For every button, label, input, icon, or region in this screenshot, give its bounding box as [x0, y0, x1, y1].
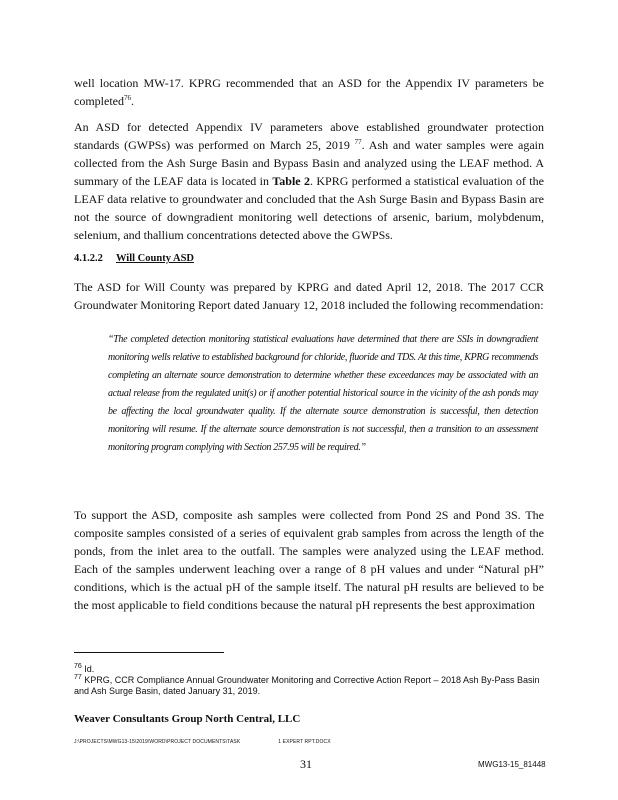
- paragraph-mw17-recommendation: [74, 74, 544, 110]
- file-path: [74, 739, 369, 745]
- footnote-mark: 76: [74, 663, 82, 670]
- table-reference: Table 2: [272, 174, 310, 188]
- page-number: 31: [300, 757, 312, 771]
- paragraph-will-county-asd: [74, 278, 544, 314]
- paragraph-text: well location MW-17. KPRG recommended that an ASD for the Appendix IV parameters be completed: [74, 76, 544, 108]
- footnote-ref-77: 77: [354, 138, 362, 146]
- block-quote: [108, 331, 538, 457]
- document-id: MWG13-15_81448: [478, 760, 546, 769]
- paragraph-text: To support the ASD, composite ash samples were collected from Pond 2S and Pond 3S. The composite samples consisted of a series of equivalent grab samples from across the length of the ponds, from the inlet area to the outfall. The samples were analyzed using the LEAF method. Each of the samples underwent leaching over a range of 8 pH values and under “Natural pH” conditions, which is the actual pH of the sample itself. The natural pH results are believed to be the most applicable to field conditions because the natural pH represents the best approximation: [74, 508, 544, 612]
- paragraph-text-end: .: [130, 94, 134, 108]
- footnote-text: Id.: [81, 664, 95, 674]
- section-title: Will County ASD: [116, 253, 194, 264]
- section-number: 4.1.2.2: [74, 253, 103, 264]
- file-path-left: J:\PROJECTS\MWG13-15\2019\WORD\PROJECT DOCUMENTS\TASK: [74, 739, 241, 745]
- section-heading: [74, 253, 194, 264]
- paragraph-text: The ASD for Will County was prepared by KPRG and dated April 12, 2018. The 2017 CCR Groundwater Monitoring Report dated January 12, 2018 included the following recommendation:: [74, 280, 544, 312]
- footnotes: [74, 664, 548, 697]
- paragraph-text-end: . KPRG performed a statistical evaluation of the LEAF data relative to groundwater and concluded that the Ash Surge Basin and Bypass Basin are not the source of downgradient monitoring well detections of arsenic, barium, molybdenum, selenium, and thallium concentrations detected above the GWPSs.: [74, 174, 544, 242]
- paragraph-text-mid: . Ash and water samples were again collected from the Ash Surge Basin and Bypass Basin and analyzed using the LEAF method. A summary of the LEAF data is located in: [74, 138, 545, 188]
- file-path-right: 1 EXPERT RPT.DOCX: [278, 739, 331, 745]
- paragraph-composite-samples: [74, 506, 544, 614]
- quote-text: “The completed detection monitoring statistical evaluations have determined that there are SSIs in downgradient monitoring wells relative to established background for chloride, fluoride and TDS. At this time, KPRG recommends completing an alternate source demonstration to determine whether these exceedances may be associated with an actual release from the regulated unit(s) or if another potential historical source in the vicinity of the ash ponds may be affecting the local groundwater quality. If the alternate source demonstration is successful, then detection monitoring will resume. If the alternate source demonstration is not successful, then a transition to an assessment monitoring program complying with Section 257.95 will be required.”: [108, 334, 538, 453]
- footnote-77: [74, 675, 548, 697]
- footnote-76: [74, 664, 548, 675]
- paragraph-asd-appendix-iv: [74, 118, 544, 244]
- paragraph-text: An ASD for detected Appendix IV parameters above established groundwater protection standards (GWPSs) was performed on March 25, 2019: [74, 120, 544, 152]
- footnote-ref-76: 76: [123, 94, 131, 102]
- footnote-divider: [74, 652, 224, 653]
- footnote-mark: 77: [74, 674, 82, 681]
- footnote-text: KPRG, CCR Compliance Annual Groundwater Monitoring and Corrective Action Report – 2018 Ash By-Pass Basin and Ash Surge Basin, dated January 31, 2019.: [74, 675, 540, 696]
- company-name: Weaver Consultants Group North Central, LLC: [74, 713, 301, 725]
